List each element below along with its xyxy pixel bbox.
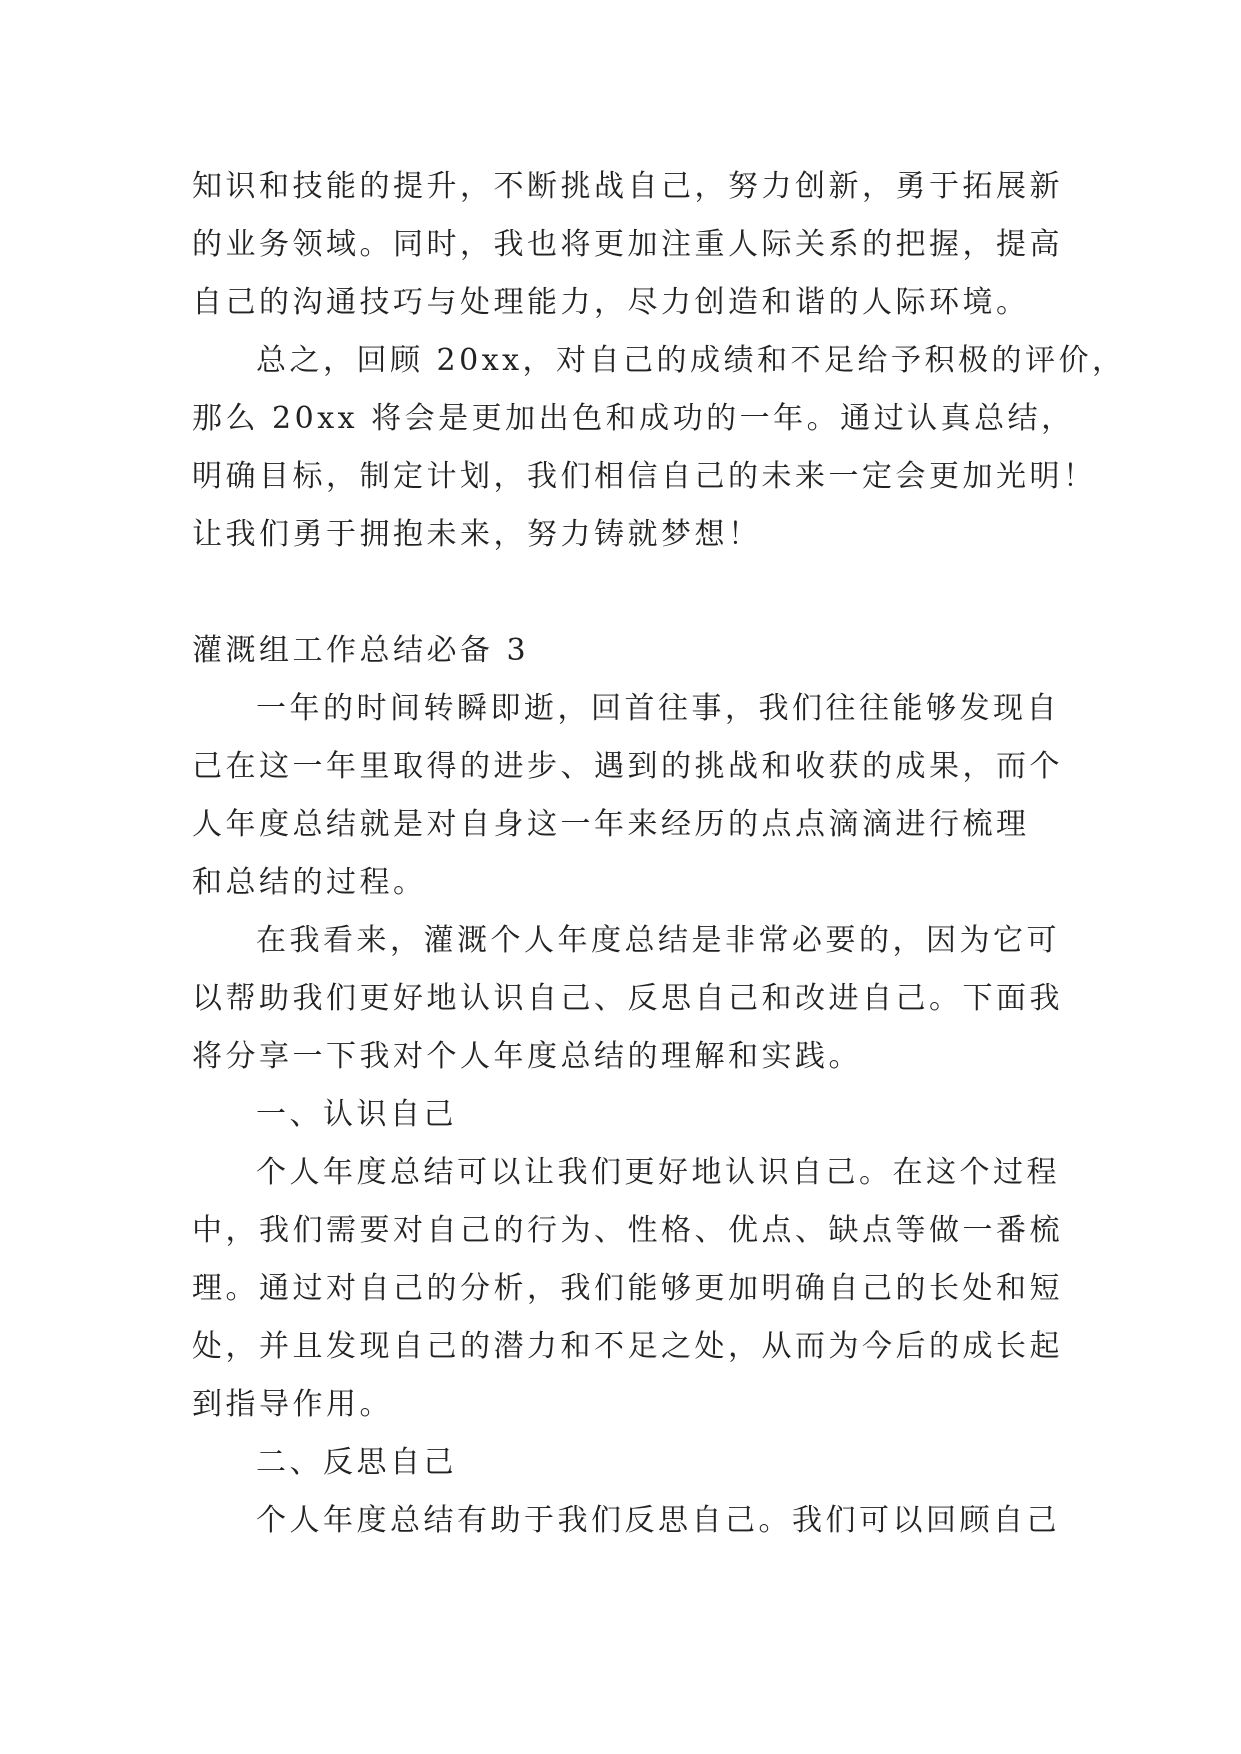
paragraph-line: 让我们勇于拥抱未来，努力铸就梦想！	[192, 517, 762, 552]
subheading: 二、反思自己	[256, 1445, 457, 1480]
paragraph-line: 那么 20xx 将会是更加出色和成功的一年。通过认真总结，	[192, 401, 1075, 436]
section-gap	[192, 564, 1058, 622]
paragraph-line: 的业务领域。同时，我也将更加注重人际关系的把握，提高	[192, 227, 1063, 262]
paragraph-line: 知识和技能的提升，不断挑战自己，努力创新，勇于拓展新	[192, 169, 1063, 204]
paragraph-first-line: 一年的时间转瞬即逝，回首往事，我们往往能够发现自	[256, 691, 1060, 726]
paragraph-first-line: 总之，回顾 20xx，对自己的成绩和不足给予积极的评价，	[256, 343, 1126, 378]
paragraph-line: 中，我们需要对自己的行为、性格、优点、缺点等做一番梳	[192, 1213, 1063, 1248]
paragraph-line: 自己的沟通技巧与处理能力，尽力创造和谐的人际环境。	[192, 285, 1030, 320]
paragraph-line: 人年度总结就是对自身这一年来经历的点点滴滴进行梳理	[192, 807, 1030, 842]
paragraph-line: 处，并且发现自己的潜力和不足之处，从而为今后的成长起	[192, 1329, 1063, 1364]
paragraph-first-line: 个人年度总结有助于我们反思自己。我们可以回顾自己	[256, 1503, 1060, 1538]
paragraph-line: 理。通过对自己的分析，我们能够更加明确自己的长处和短	[192, 1271, 1063, 1306]
subheading: 一、认识自己	[256, 1097, 457, 1132]
paragraph-first-line: 个人年度总结可以让我们更好地认识自己。在这个过程	[256, 1155, 1060, 1190]
document-body	[192, 158, 1126, 1550]
paragraph-line: 明确目标，制定计划，我们相信自己的未来一定会更加光明！	[192, 459, 1097, 494]
paragraph-line: 以帮助我们更好地认识自己、反思自己和改进自己。下面我	[192, 981, 1063, 1016]
section-heading: 灌溉组工作总结必备 3	[192, 633, 530, 668]
paragraph-line: 和总结的过程。	[192, 865, 427, 900]
paragraph-line: 将分享一下我对个人年度总结的理解和实践。	[192, 1039, 862, 1074]
paragraph-line: 到指导作用。	[192, 1387, 393, 1422]
paragraph-line: 己在这一年里取得的进步、遇到的挑战和收获的成果，而个	[192, 749, 1063, 784]
paragraph-first-line: 在我看来，灌溉个人年度总结是非常必要的，因为它可	[256, 923, 1060, 958]
